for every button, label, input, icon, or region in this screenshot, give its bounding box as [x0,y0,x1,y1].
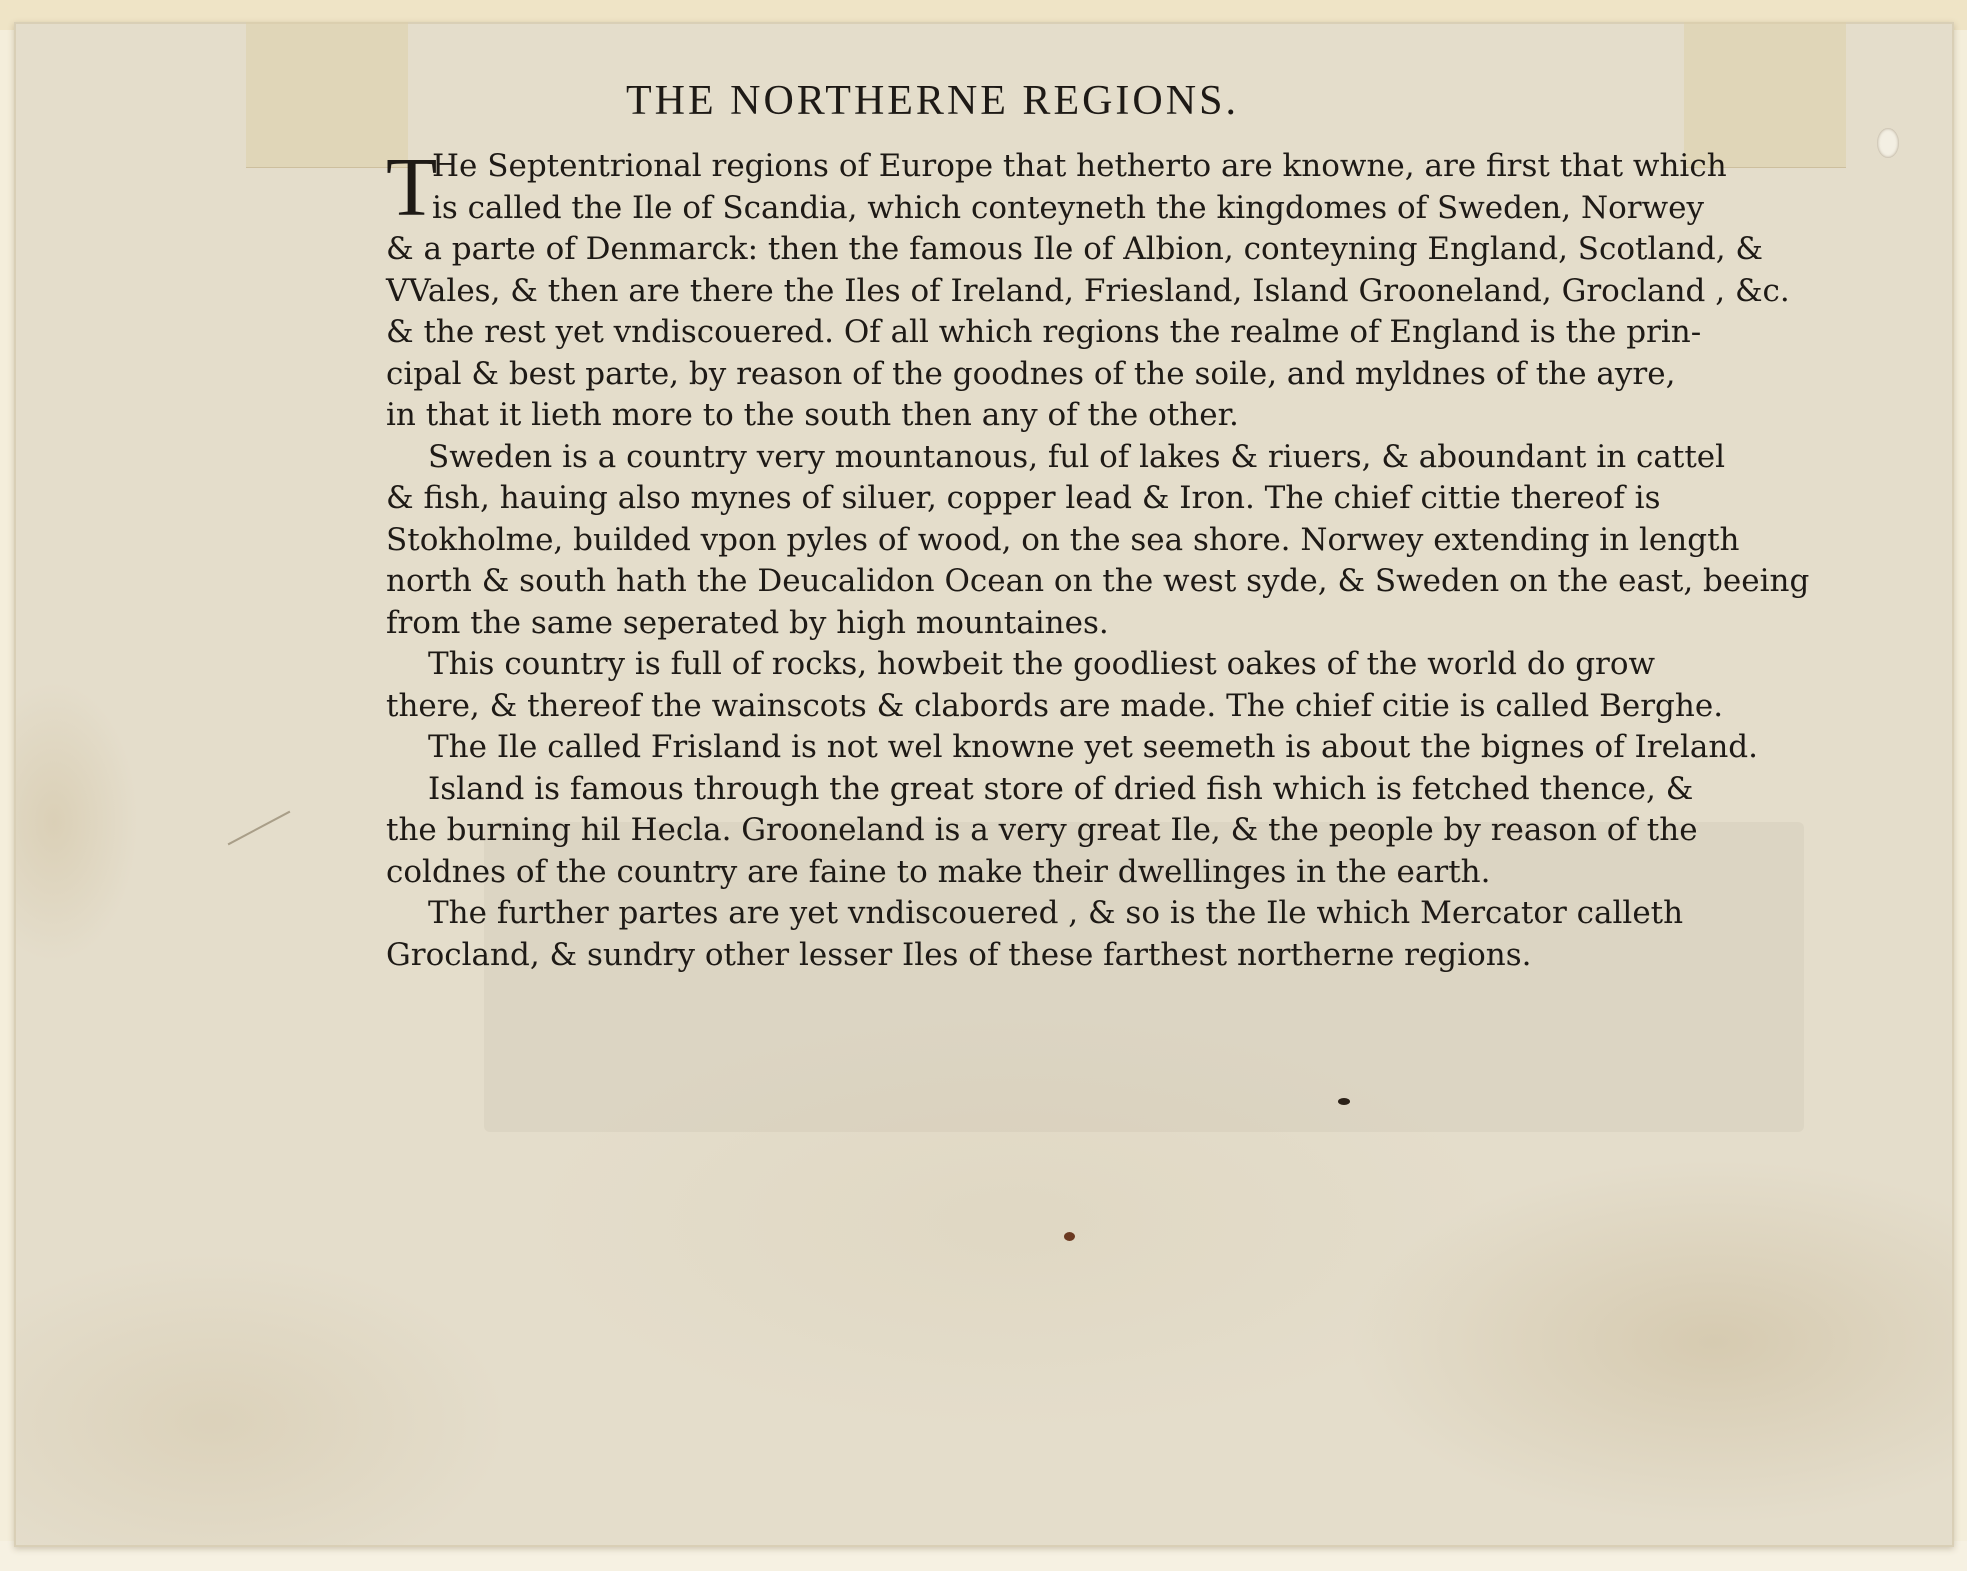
text-line-16: Island is famous through the great store of dried fish which is fetched thence, & [428,770,1694,807]
text-line-9: & fish, hauing also mynes of siluer, copper lead & Iron. The chief cittie thereof is [386,480,1661,516]
text-line-14: there, & thereof the wainscots & clabords are made. The chief citie is called Berghe. [386,687,1724,724]
worm-hole [1877,128,1899,158]
text-line-5: & the rest yet vndiscouered. Of all which regions the realme of England is the prin- [386,314,1702,350]
text-line-19: The further partes are yet vndiscouered , & so is the Ile which Mercator calleth [428,895,1684,931]
text-line-7: in that it lieth more to the south then any of the other. [386,397,1239,433]
text-block [386,76,1846,976]
ink-speck [1338,1098,1350,1105]
text-line-3: & a parte of Denmarck: then the famous Ile of Albion, conteyning England, Scotland, & [386,231,1764,267]
text-line-8: Sweden is a country very mountanous, ful of lakes & riuers, & aboundant in cattel [428,438,1726,475]
paper-crease [228,811,291,846]
text-line-1-content: He Septentrional regions of Europe that hetherto are knowne, are first that which [432,148,1727,184]
text-line-20: Grocland, & sundry other lesser Iles of these farthest northerne regions. [386,936,1532,973]
text-line-18: coldnes of the country are faine to make their dwellinges in the earth. [386,853,1491,890]
mounting-tape-left [246,22,408,168]
drop-capital: T [386,141,438,234]
text-line-12: from the same seperated by high mountaines. [386,604,1109,641]
foxing-spot [1064,1232,1075,1241]
text-line-17: the burning hil Hecla. Grooneland is a very great Ile, & the people by reason of the [386,812,1698,848]
text-line-13: This country is full of rocks, howbeit the goodliest oakes of the world do grow [428,646,1656,682]
text-line-10: Stokholme, builded vpon pyles of wood, on the sea shore. Norwey extending in length [386,521,1740,558]
text-line-6: cipal & best parte, by reason of the goodnes of the soile, and myldnes of the ayre, [386,355,1676,392]
page-title: THE NORTHERNE REGIONS. [626,78,1239,124]
text-line-11: north & south hath the Deucalidon Ocean on the west syde, & Sweden on the east, beeing [386,563,1810,599]
text-line-15: The Ile called Frisland is not wel knowne yet seemeth is about the bignes of Ireland. [428,729,1759,765]
text-line-2: is called the Ile of Scandia, which conteyneth the kingdomes of Sweden, Norwey [432,189,1704,226]
text-line-4: VVales, & then are there the Iles of Ireland, Friesland, Island Grooneland, Grocland , &c. [386,272,1790,309]
